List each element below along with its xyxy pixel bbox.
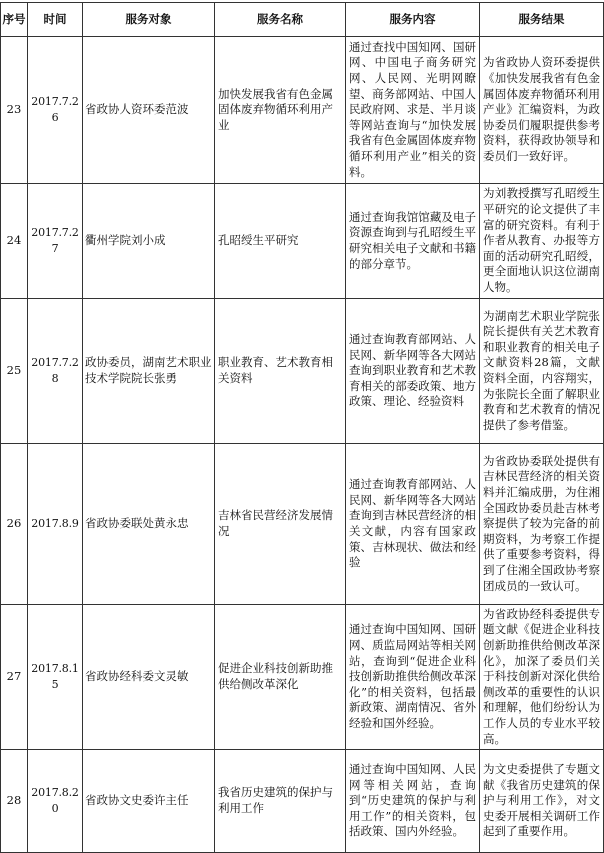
header-result: 服务结果	[480, 3, 604, 37]
table-row	[1, 299, 604, 444]
row-no: 24	[1, 184, 28, 299]
header-target: 服务对象	[83, 3, 215, 37]
row-date: 2017.7.27	[28, 184, 83, 299]
row-target: 衢州学院刘小成	[83, 184, 215, 299]
header-no: 序号	[1, 3, 28, 37]
row-service-result: 为文史委提供了专题文献《我省历史建筑的保护与利用工作》，对文史委开展相关调研工作起到了重要作用。	[480, 750, 604, 853]
row-service-content: 通过查询中国知网、国研网、质监局网站等相关网站，查询到“促进企业科技创新助推供给侧改革深化”的相关资料，包括最新政策、湖南情况、省外经验和国外经验。	[346, 605, 480, 750]
row-service-name: 孔昭绶生平研究	[215, 184, 346, 299]
row-service-content: 通过查询中国知网、人民网等相关网站，查询到“历史建筑的保护与利用工作”的相关资料，包括政策、国内外经验。	[346, 750, 480, 853]
row-service-content: 通过查找中国知网、国研网、中国电子商务研究网、人民网、光明网瞭望、商务部网站、中国人民政府网、求是、半月谈等网站查询与“加快发展我省有色金属固体废弃物循环利用产业”相关的资料。	[346, 37, 480, 184]
row-service-name: 职业教育、艺术教育相关资料	[215, 299, 346, 444]
table-row	[1, 37, 604, 184]
row-service-name: 吉林省民营经济发展情况	[215, 444, 346, 605]
row-service-result: 为省政协人资环委提供《加快发展我省有色金属固体废弃物循环利用产业》汇编资料，为政协委员们履职提供参考资料，获得政协领导和委员们一致好评。	[480, 37, 604, 184]
service-record-table	[0, 2, 604, 853]
table-row	[1, 750, 604, 853]
row-service-name: 我省历史建筑的保护与利用工作	[215, 750, 346, 853]
row-service-result: 为湖南艺术职业学院张院长提供有关艺术教育和职业教育的相关电子文献资料28篇，文献资料全面，内容翔实，为张院长全面了解职业教育和艺术教育的情况提供了参考借鉴。	[480, 299, 604, 444]
header-name: 服务名称	[215, 3, 346, 37]
row-no: 28	[1, 750, 28, 853]
header-content: 服务内容	[346, 3, 480, 37]
table-row	[1, 444, 604, 605]
row-service-result: 为省政协委联处提供有吉林民营经济的相关资料并汇编成册，为住湘全国政协委员赴吉林考察提供了较为完备的前期资料，为考察工作提供了重要参考资料，得到了住湘全国政协考察团成员的一致认可。	[480, 444, 604, 605]
table-header-row	[1, 3, 604, 37]
row-no: 25	[1, 299, 28, 444]
row-no: 27	[1, 605, 28, 750]
row-target: 省政协人资环委范波	[83, 37, 215, 184]
row-date: 2017.8.15	[28, 605, 83, 750]
row-date: 2017.8.9	[28, 444, 83, 605]
table-row	[1, 184, 604, 299]
row-no: 26	[1, 444, 28, 605]
row-no: 23	[1, 37, 28, 184]
row-target: 政协委员，湖南艺术职业技术学院院长张勇	[83, 299, 215, 444]
table-row	[1, 605, 604, 750]
row-date: 2017.8.20	[28, 750, 83, 853]
row-date: 2017.7.28	[28, 299, 83, 444]
row-target: 省政协委联处黄永忠	[83, 444, 215, 605]
row-service-result: 为省政协经科委提供专题文献《促进企业科技创新助推供给侧改革深化》，加深了委员们关于科技创新对深化供给侧改革的重要性的认识和理解，他们纷纷认为工作人员的专业水平较高。	[480, 605, 604, 750]
row-service-name: 加快发展我省有色金属固体废弃物循环利用产业	[215, 37, 346, 184]
row-target: 省政协文史委许主任	[83, 750, 215, 853]
row-service-name: 促进企业科技创新助推供给侧改革深化	[215, 605, 346, 750]
service-record-document	[0, 2, 603, 853]
row-date: 2017.7.26	[28, 37, 83, 184]
row-target: 省政协经科委文灵敏	[83, 605, 215, 750]
row-service-content: 通过查询教育部网站、人民网、新华网等各大网站查询到吉林民营经济的相关文献，内容有国家政策、吉林现状、做法和经验	[346, 444, 480, 605]
row-service-content: 通过查询我馆馆藏及电子资源查询到与孔昭绶生平研究相关电子文献和书籍的部分章节。	[346, 184, 480, 299]
header-date: 时间	[28, 3, 83, 37]
row-service-content: 通过查询教育部网站、人民网、新华网等各大网站查询到职业教育和艺术教育相关的部委政策、地方政策、理论、经验资料	[346, 299, 480, 444]
row-service-result: 为刘教授撰写孔昭绶生平研究的论文提供了丰富的研究资料。有利于作者从教育、办报等方面的活动研究孔昭绶，更全面地认识这位湖南人物。	[480, 184, 604, 299]
